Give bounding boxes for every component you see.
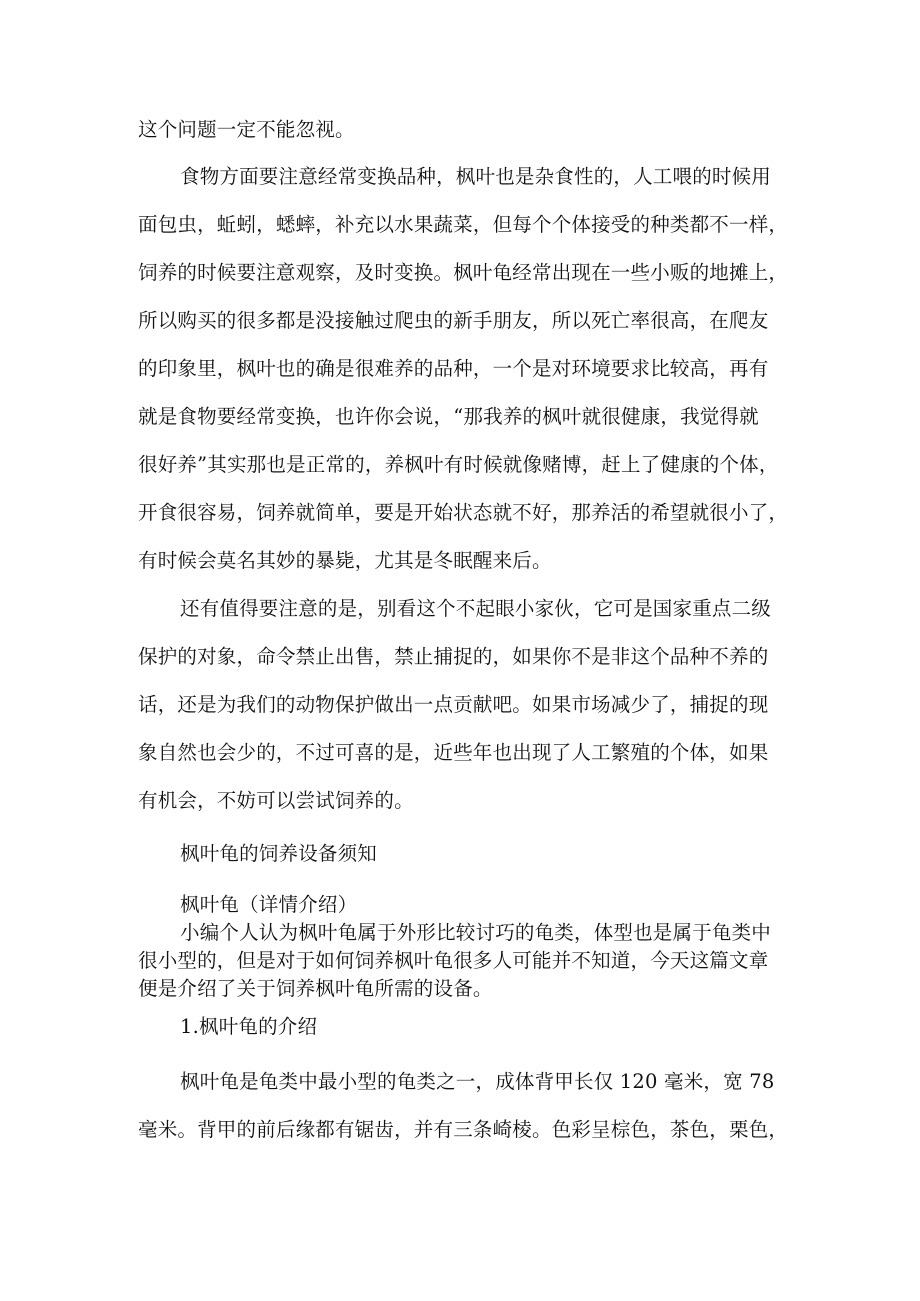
paragraph-line: 有时候会莫名其妙的暴毙，尤其是冬眠醒来后。 [138,549,552,572]
paragraph-line: 很小型的，但是对于如何饲养枫叶龟很多人可能并不知道，今天这篇文章 [138,949,769,972]
paragraph-line: 便是介绍了关于饲养枫叶龟所需的设备。 [138,977,493,1000]
paragraph-line: 毫米。背甲的前后缘都有锯齿，并有三条崎棱。色彩呈棕色，茶色，栗色， [138,1118,789,1141]
paragraph-line: 还有值得要注意的是，别看这个不起眼小家伙，它可是国家重点二级 [180,597,772,620]
paragraph-line: 很好养”其实那也是正常的，养枫叶有时候就像赌博，赶上了健康的个体， [138,453,779,476]
paragraph-line: 饲养的时候要注意观察，及时变换。枫叶龟经常出现在一些小贩的地摊上， [138,261,789,284]
paragraph-line: 保护的对象，命令禁止出售，禁止捕捉的，如果你不是非这个品种不养的 [138,645,769,668]
paragraph-line: 面包虫，蚯蚓，蟋蟀，补充以水果蔬菜，但每个个体接受的种类都不一样， [138,213,789,236]
paragraph-line: 枫叶龟是龟类中最小型的龟类之一，成体背甲长仅 120 毫米，宽 78 [180,1070,775,1093]
section-heading: 枫叶龟（详情介绍） [180,893,358,916]
paragraph-line: 小编个人认为枫叶龟属于外形比较讨巧的龟类，体型也是属于龟类中 [180,921,772,944]
section-heading: 1.枫叶龟的介绍 [180,1015,318,1038]
paragraph-line: 有机会，不妨可以尝试饲养的。 [138,789,414,812]
paragraph-line: 象自然也会少的，不过可喜的是，近些年也出现了人工繁殖的个体，如果 [138,741,769,764]
section-heading: 枫叶龟的饲养设备须知 [180,842,378,865]
paragraph-line: 话，还是为我们的动物保护做出一点贡献吧。如果市场减少了，捕捉的现 [138,693,769,716]
paragraph-line: 食物方面要注意经常变换品种，枫叶也是杂食性的，人工喂的时候用 [180,165,772,188]
paragraph-line: 就是食物要经常变换，也许你会说，“那我养的枫叶就很健康，我觉得就 [138,405,759,428]
paragraph-line: 开食很容易，饲养就简单，要是开始状态就不好，那养活的希望就很小了， [138,501,789,524]
paragraph-line: 所以购买的很多都是没接触过爬虫的新手朋友，所以死亡率很高，在爬友 [138,309,769,332]
paragraph-line: 的印象里，枫叶也的确是很难养的品种，一个是对环境要求比较高，再有 [138,357,769,380]
paragraph-line: 这个问题一定不能忽视。 [138,118,355,141]
